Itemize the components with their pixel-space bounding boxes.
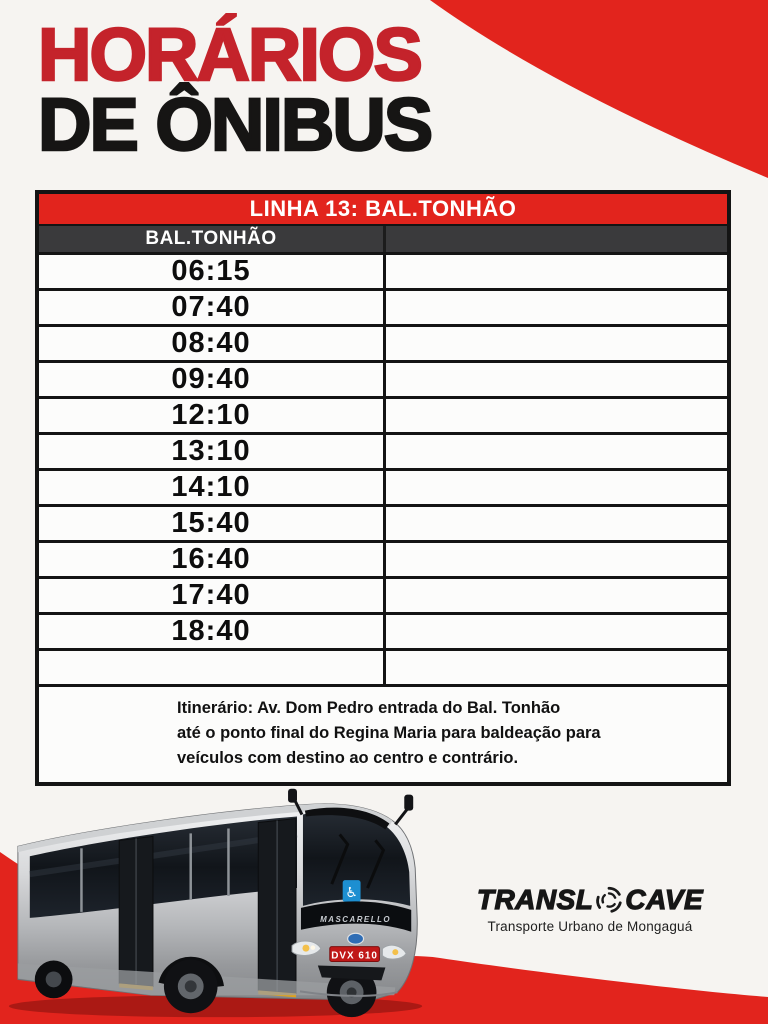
column-header-empty xyxy=(383,226,727,252)
bus-brand-text: MASCARELLO xyxy=(320,914,392,924)
time-cell-empty xyxy=(383,255,727,288)
itinerary-line: até o ponto final do Regina Maria para baldeação para xyxy=(177,724,601,742)
table-row xyxy=(39,396,727,432)
line-header: LINHA 13: BAL.TONHÃO xyxy=(39,194,727,224)
time-cell-empty xyxy=(383,507,727,540)
wheelchair-icon xyxy=(343,880,361,902)
license-plate-text: DVX 610 xyxy=(331,950,378,962)
table-row xyxy=(39,612,727,648)
time-value: 08:40 xyxy=(171,327,251,359)
time-cell-empty xyxy=(39,651,383,684)
table-row xyxy=(39,252,727,288)
maker-badge xyxy=(348,933,364,944)
time-cell-empty xyxy=(383,543,727,576)
time-value: 14:10 xyxy=(171,471,251,503)
mirror-right xyxy=(395,795,413,825)
table-row xyxy=(39,540,727,576)
table-row xyxy=(39,324,727,360)
time-cell-empty xyxy=(383,615,727,648)
time-value: 18:40 xyxy=(171,615,251,647)
time-cell-empty xyxy=(383,363,727,396)
time-cell-empty xyxy=(383,291,727,324)
swirl-o-icon xyxy=(594,885,624,915)
time-value: 06:15 xyxy=(171,255,251,287)
time-cell-empty xyxy=(383,399,727,432)
logo-text-right: CAVE xyxy=(625,884,704,915)
time-cell-empty xyxy=(383,579,727,612)
schedule-table xyxy=(35,190,731,786)
time-value: 17:40 xyxy=(171,579,251,611)
table-row xyxy=(39,360,727,396)
time-value: 16:40 xyxy=(171,543,251,575)
logo-wordmark xyxy=(462,884,718,916)
time-cell-empty xyxy=(383,471,727,504)
time-value: 07:40 xyxy=(171,291,251,323)
time-value: 15:40 xyxy=(171,507,251,539)
bus-rear-door xyxy=(119,836,153,990)
itinerary-line: veículos com destino ao centro e contrário. xyxy=(177,749,519,767)
table-row xyxy=(39,468,727,504)
table-row-blank xyxy=(39,648,727,684)
table-row xyxy=(39,576,727,612)
time-value: 09:40 xyxy=(171,363,251,395)
license-plate xyxy=(330,947,380,962)
poster-title xyxy=(38,13,432,166)
svg-text:♿: ♿ xyxy=(345,884,358,901)
table-row xyxy=(39,504,727,540)
itinerary-line: Itinerário: Av. Dom Pedro entrada do Bal. Tonhão xyxy=(177,699,561,717)
bus-illustration xyxy=(2,766,444,1022)
logo-tagline: Transporte Urbano de Mongaguá xyxy=(487,919,693,934)
time-value: 12:10 xyxy=(171,399,251,431)
time-value: 13:10 xyxy=(171,435,251,467)
translocave-logo xyxy=(462,884,718,934)
table-row xyxy=(39,288,727,324)
time-cell-empty xyxy=(383,651,727,684)
logo-text-left: TRANSL xyxy=(476,884,594,915)
time-cell-empty xyxy=(383,435,727,468)
column-header-row xyxy=(39,224,727,252)
title-de-onibus: DE ÔNIBUS xyxy=(38,82,432,166)
rear-wheel-partial xyxy=(35,961,73,999)
time-cell-empty xyxy=(383,327,727,360)
bus-front-door xyxy=(258,819,296,998)
column-header-bal-tonhao: BAL.TONHÃO xyxy=(145,228,277,249)
table-row xyxy=(39,432,727,468)
title-horarios: HORÁRIOS xyxy=(38,13,421,96)
